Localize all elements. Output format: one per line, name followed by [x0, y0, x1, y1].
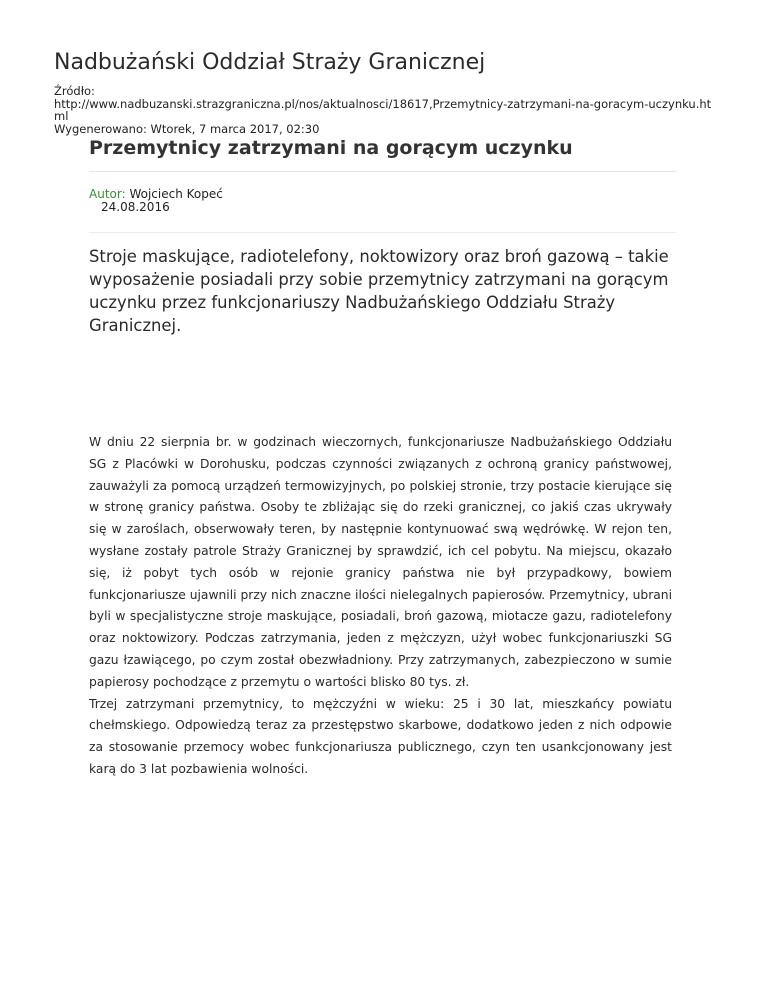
- article-paragraph: W dniu 22 sierpnia br. w godzinach wieczornych, funkcjonariusze Nadbużańskiego Oddziału SG z Placówki w Dorohusku, podczas czynności związanych z ochroną granicy państwowej, zauważyli za pomocą urządzeń termowizyjnych, po polskiej stronie, trzy postacie kierujące się w stronę granicy państwa. Osoby te zbliżając się do rzeki granicznej, co jakiś czas ukrywały się w zaroślach, obserwowały teren, by następnie kontynuować swą wędrówkę. W rejon ten, wysłane zostały patrole Straży Granicznej by sprawdzić, ich cel pobytu. Na miejscu, okazało się, iż pobyt tych osób w rejonie granicy państwa nie był przypadkowy, bowiem funkcjonariusze ujawnili przy nich znaczne ilości nielegalnych papierosów. Przemytnicy, ubrani byli w specjalistyczne stroje maskujące, posiadali, broń gazową, miotacze gazu, radiotelefony oraz noktowizory. Podczas zatrzymania, jeden z mężczyzn, użył wobec funkcjonariuszki SG gazu łzawiącego, po czym został obezwładniony. Przy zatrzymanych, zabezpieczono w sumie papierosy pochodzące z przemytu o wartości blisko 80 tys. zł.: [89, 435, 672, 689]
- author-name: Wojciech Kopeć: [129, 187, 223, 201]
- article: [89, 137, 676, 337]
- author-label: Autor:: [89, 187, 126, 201]
- generated-timestamp: Wygenerowano: Wtorek, 7 marca 2017, 02:30: [54, 121, 320, 136]
- document-meta: [54, 85, 714, 135]
- article-body: [89, 432, 672, 781]
- article-paragraph: Trzej zatrzymani przemytnicy, to mężczyźni w wieku: 25 i 30 lat, mieszkańcy powiatu chełmskiego. Odpowiedzą teraz za przestępstwo skarbowe, dodatkowo jeden z nich odpowie za stosowanie przemocy wobec funkcjonariusza publicznego, czyn ten usankcjonowany jest karą do 3 lat pozbawienia wolności.: [89, 696, 672, 776]
- article-date: 24.08.2016: [101, 200, 170, 214]
- article-title: Przemytnicy zatrzymani na gorącym uczynku: [89, 137, 676, 172]
- site-title: Nadbużański Oddział Straży Granicznej: [54, 50, 486, 75]
- article-byline: [89, 188, 676, 233]
- source-label: Źródło:: [54, 84, 95, 98]
- source-url[interactable]: http://www.nadbuzanski.strazgraniczna.pl/nos/aktualnosci/18617,Przemytnicy-zatrzymani-na-goracym-uczynku.html: [54, 96, 712, 123]
- article-lead: Stroje maskujące, radiotelefony, noktowizory oraz broń gazową – takie wyposażenie posiadali przy sobie przemytnicy zatrzymani na gorącym uczynku przez funkcjonariuszy Nadbużańskiego Oddziału Straży Granicznej.: [89, 247, 669, 335]
